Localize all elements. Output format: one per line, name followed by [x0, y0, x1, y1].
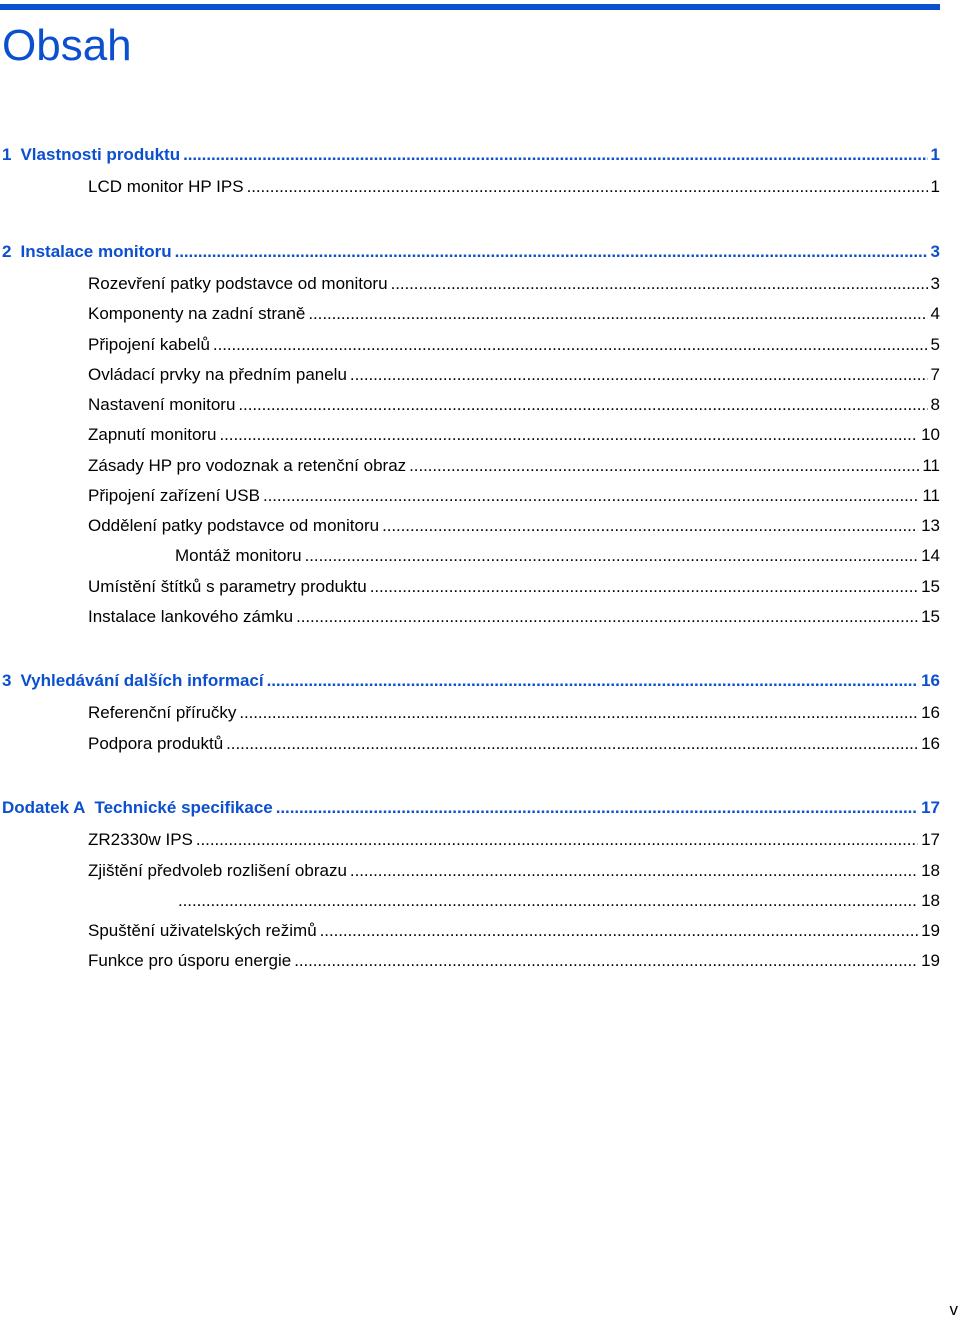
toc-leader	[239, 701, 918, 725]
toc-entry[interactable]	[88, 333, 940, 357]
toc-page-number: 16	[921, 734, 940, 753]
toc-subentry[interactable]	[175, 544, 940, 568]
toc-chapter-number: Dodatek A	[2, 798, 86, 817]
toc-entry-title: Připojení zařízení USB	[88, 486, 260, 505]
toc-leader	[196, 828, 918, 852]
toc-page-number: 4	[930, 304, 940, 323]
toc-page-number: 16	[921, 671, 940, 690]
toc-page-number: 1	[930, 177, 940, 196]
toc-page-number: 10	[921, 425, 940, 444]
toc-chapter-title: Technické specifikace	[94, 798, 273, 817]
toc-entry[interactable]	[88, 575, 940, 599]
toc-entry-title: Nastavení monitoru	[88, 395, 236, 414]
toc-entry[interactable]	[88, 828, 940, 852]
toc-entry-title: Instalace lankového zámku	[88, 607, 294, 626]
toc-entry-title: Podpora produktů	[88, 734, 224, 753]
toc-leader	[294, 949, 918, 973]
toc-leader	[247, 175, 928, 199]
toc-leader	[409, 454, 919, 478]
toc-entry[interactable]	[88, 454, 940, 478]
toc-page-number: 16	[921, 703, 940, 722]
toc-page-number: 19	[921, 921, 940, 940]
toc-page-number: 8	[930, 395, 940, 414]
toc-chapter-1[interactable]	[2, 143, 940, 167]
toc-chapter-title: Instalace monitoru	[20, 242, 172, 261]
toc-chapter-number: 1	[2, 145, 12, 164]
toc-leader	[267, 669, 918, 693]
toc-page-number: 17	[921, 830, 940, 849]
toc-entry[interactable]	[88, 175, 940, 199]
toc-entry-title: Zásady HP pro vodoznak a retenční obraz	[88, 456, 407, 475]
toc-page-number: 11	[922, 486, 940, 505]
toc-leader	[175, 240, 928, 264]
toc-leader	[350, 363, 928, 387]
toc-page-number: 7	[930, 365, 940, 384]
toc-entry-title: Spuštění uživatelských režimů	[88, 921, 317, 940]
toc-subentry[interactable]	[175, 889, 940, 913]
toc-leader	[320, 919, 918, 943]
toc-entry[interactable]	[88, 732, 940, 756]
toc-page-number: 18	[921, 891, 940, 910]
toc-entry[interactable]	[88, 949, 940, 973]
toc-entry-title: Zapnutí monitoru	[88, 425, 217, 444]
toc-entry[interactable]	[88, 272, 940, 296]
toc-entry[interactable]	[88, 423, 940, 447]
toc-entry[interactable]	[88, 701, 940, 725]
toc-chapter-3[interactable]	[2, 669, 940, 693]
toc-entry-title: ZR2330w IPS	[88, 830, 193, 849]
toc-entry[interactable]	[88, 302, 940, 326]
toc-entry-title: Zjištění předvoleb rozlišení obrazu	[88, 861, 347, 880]
toc-entry[interactable]	[88, 859, 940, 883]
toc-leader	[238, 393, 927, 417]
toc-entry-title: Ovládací prvky na předním panelu	[88, 365, 347, 384]
toc-entry-title: Připojení kabelů	[88, 335, 210, 354]
toc-page-number: 14	[921, 546, 940, 565]
toc-leader	[213, 333, 928, 357]
toc-page-number: 13	[921, 516, 940, 535]
toc-chapter-2[interactable]	[2, 240, 940, 264]
toc-page-number: 18	[921, 861, 940, 880]
toc-entry-title: Oddělení patky podstavce od monitoru	[88, 516, 380, 535]
toc-page-number: 11	[922, 456, 940, 475]
toc-entry-title: Rozevření patky podstavce od monitoru	[88, 274, 388, 293]
toc-entry[interactable]	[88, 514, 940, 538]
toc-leader	[226, 732, 918, 756]
toc-entry[interactable]	[88, 393, 940, 417]
toc-entry-title: Umístění štítků s parametry produktu	[88, 577, 367, 596]
toc-page-number: 3	[930, 242, 940, 261]
page-title: Obsah	[2, 21, 132, 70]
toc-entry[interactable]	[88, 919, 940, 943]
toc-page-number: 5	[930, 335, 940, 354]
toc-chapter-title: Vlastnosti produktu	[20, 145, 181, 164]
toc-leader	[296, 605, 918, 629]
toc-leader	[382, 514, 918, 538]
toc-entry-title: Referenční příručky	[88, 703, 237, 722]
toc-entry[interactable]	[88, 605, 940, 629]
toc-leader	[276, 796, 918, 820]
toc-leader	[350, 859, 918, 883]
toc-page-number: 1	[930, 145, 940, 164]
toc-chapter-title: Vyhledávání dalších informací	[20, 671, 264, 690]
toc-leader	[305, 544, 918, 568]
toc-leader	[391, 272, 928, 296]
toc-page-number: 19	[921, 951, 940, 970]
toc-appendix-a[interactable]	[2, 796, 940, 820]
toc-leader	[370, 575, 918, 599]
toc-leader	[263, 484, 919, 508]
toc-page-number: 3	[930, 274, 940, 293]
toc-chapter-number: 2	[2, 242, 12, 261]
toc-subentry-title: Montáž monitoru	[175, 546, 302, 565]
toc-entry-title: Komponenty na zadní straně	[88, 304, 306, 323]
page-folio: v	[949, 1300, 958, 1319]
toc-page-number: 15	[921, 607, 940, 626]
toc-leader	[178, 889, 918, 913]
toc-leader	[183, 143, 927, 167]
toc-page-number: 17	[921, 798, 940, 817]
header-rule	[0, 4, 940, 10]
toc-leader	[308, 302, 927, 326]
toc-entry[interactable]	[88, 484, 940, 508]
toc-entry-title: LCD monitor HP IPS	[88, 177, 244, 196]
toc-page-number: 15	[921, 577, 940, 596]
toc-chapter-number: 3	[2, 671, 12, 690]
toc-entry[interactable]	[88, 363, 940, 387]
toc-entry-title: Funkce pro úsporu energie	[88, 951, 292, 970]
toc-leader	[220, 423, 919, 447]
